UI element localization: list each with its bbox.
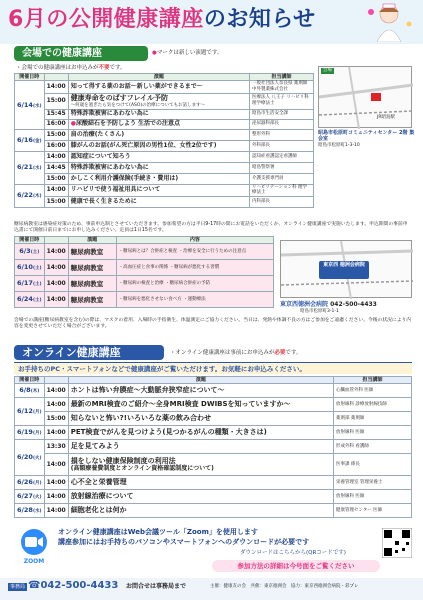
online-schedule-table: 開催日時 演題 担当講師 6/8(木) 14:00 ホントは怖い弁膜症～大動脈弁狭窄症について～ 心臓血管外科 医師 6/12(月) 14:00 最新のMRI検査のご紹介～全身MRI検査 DWIBSを知っていますか～ 放射線科 診療放射線技師 15:00 知らないと怖い?!いろいろな薬の飲み合わせ 薬剤部 薬剤師 6/19(月) 14:00 PET検査でがんを見つけよう(見つかるがんの種類・大きさは) 放射線科 医師 6/20(火) 13:30 足を見てみよう 形成外科 看護師 14:00 損をしない健康保険制度の利用法 (高額療養費制度とオンライン資格確認制度について) 医事課 係長 6/26(月) 14:00 心不全と栄養管理 栄養管理室 管理栄養士 6/27(火) 14:00 放射線治療について 放射線科 医師 6/28(水) 14:00 細胞老化とは何か 健康管理センター 医師 [14,376,412,518]
zoom-download-link[interactable]: ダウンロードはこちらから(QRコードです) [240,550,346,556]
table-row: 15:00 健康寿命をのばすフレイル予防 ～何歳を過ぎたら気をつけて(ASO)の治療についてもお話します～ 医療法人 八王子 リハビリ科 理学療法士 [15,93,314,109]
venue-section-title: 会場での健康講座 [14,46,148,61]
zoom-line2: 講座参加にはお手持ちのパソコンやスマートフォンへのダウンロードが必要です [58,538,310,546]
nurse-illustration [363,2,415,42]
table-row: 6/19(月) 14:00 PET検査でがんを見つけよう(見つかるがんの種類・大きさは) 放射線科 医師 [15,426,412,440]
table-row: 14:00 損をしない健康保険制度の利用法 (高額療養費制度とオンライン資格確認制度について) 医事課 係長 [15,454,412,476]
venue-note: ・会場での健康講座はお申込みが不要です。 [16,65,126,71]
apply-details-button[interactable]: 参加方法の詳細は今号面をご覧ください [212,560,380,572]
footer-tel: ☎042-500-4433 [28,580,119,591]
diabetes-note: 糖尿病教室は感染症対策のため、事前申込制とさせていただきます。参加希望の方は平日9-17時の間にお電話をいただくか、オンライン健康講座で実施いたします。申込期間の事前申込書にて開催日前日までにお申し込みください。定員は1日15名です。 [14,222,408,233]
table-row: 6/3(土) 14:00 糖尿病教室 ・糖尿病とは？合併症と検査 ・治療を安全に行うための注意点 [15,244,274,260]
table-row: 6/24(土) 14:00 糖尿病教室 ・糖尿病を悪化させない食べ方 ・運動療法 [15,292,274,308]
page-title: 6月の公開健康講座のお知らせ [8,7,316,32]
venue-place: 昭島市松原町コミュニティセンター 2階 集会室 [318,130,415,143]
venue-address: 昭島市松原町1-3-10 [318,143,360,148]
online-note: ・オンライン健康講座は事前にお申込みが必要です。 [170,350,302,356]
hospital-map: 東京西 徳洲会病院 [280,240,412,298]
station-label: JR昭島駅 [377,115,395,120]
table-row: 6/14(水) 14:00 知って得する薬のお話～新しい薬ができるまで～ 一般社団法人奈良県 薬剤師 中外製薬株式会社 [15,81,314,93]
table-row: 15:00 かしこく利用介護保険(手続き・費用は) 介護支援専門員 [15,173,314,184]
new-legend: ●マークは新しい演題です。 [152,50,223,56]
table-row: 6/16(金) 15:00 肩の治療(たくさん) 整形外科 [15,129,314,140]
table-row: 6/17(土) 14:00 糖尿病教室 ・糖尿病の検査と治療 ・糖尿病合併症の予防 [15,276,274,292]
table-row: 14:45 特殊詐欺被害にあわない為に 昭島警察署 [15,162,314,173]
table-row: 16:00 膝がんのお話(がん死亡原因の男性1位、女性2位です) 外科部長 [15,140,314,151]
table-row: 15:00 健康で長く生きるために 内科部長 [15,196,314,207]
zoom-logo: ZOOM [14,528,54,566]
table-row: 15:00 知らないと怖い?!いろいろな薬の飲み合わせ 薬剤部 薬剤師 [15,412,412,426]
hospital-address: 昭島市松原町3-1-1 [300,309,339,314]
office-badge: 事務局 [10,584,26,590]
online-banner: お手持ちのPC・スマートフォンなどで健康講座がご覧いただけます。お気軽にお申込みください。 [14,362,412,374]
mask-note: 会場での講座(糖尿病教室を含む)の際は、マスクの着用、入場時の手指衛生、体温測定にご協力ください。当日は、発熱や体調不良の方はご参加をご遠慮ください。今後の状況により内容を変更させていただく場合がございます。 [14,318,412,329]
table-row: 6/26(月) 14:00 心不全と栄養管理 栄養管理室 管理栄養士 [15,476,412,490]
phone-icon: ☎ [28,580,41,591]
footer-contact: お問合せは事務局まで [126,583,187,590]
zoom-camera-icon [14,528,54,556]
table-row: 6/10(土) 14:00 糖尿病教室 ・高血圧症と食事の関係 ・糖尿病が悪化する習慣 [15,260,274,276]
table-row: 15:45 特殊詐欺被害にあわない為に 昭島市生活安全課 [15,109,314,119]
hospital-name: 東京西徳洲会病院 042-500-4433 [280,301,377,308]
table-row: 6/12(月) 14:00 最新のMRI検査のご紹介～全身MRI検査 DWIBSを知っていますか～ 放射線科 診療放射線技師 [15,398,412,412]
qr-code-icon[interactable] [382,528,412,558]
table-row: 6/27(火) 14:00 放射線治療について 放射線科 医師 [15,490,412,504]
table-row: 6/22(木) 14:00 リハビリで使う福祉用具について リハビリテーション科 理学療法士 [15,184,314,196]
table-row: 6/28(水) 14:00 細胞老化とは何か 健康管理センター 医師 [15,504,412,518]
footer-sponsor: 主催：健康友の会 共催：東京徳洲会 協力：東京西徳洲会病院・彩プレ [210,584,359,589]
table-row: 6/21(水) 14:00 認知症について知ろう 認知症看護認定看護師 [15,151,314,162]
table-row: 6/20(火) 13:30 足を見てみよう 形成外科 看護師 [15,440,412,454]
venue-map: 会場 JR昭島駅 [318,66,412,128]
venue-schedule-table: 開催日時 演題 担当講師 6/14(水) 14:00 知って得する薬のお話～新しい薬ができるまで～ 一般社団法人奈良県 薬剤師 中外製薬株式会社 15:00 健康寿命をのばすフレイル予防 ～何歳を過ぎたら気をつけて(ASO)の治療についてもお話します～ 医療法人 八王子 リハビリ科 理学療法士 15:45 特殊詐欺被害にあわない為に 昭島市生活安全課 16:00 ●尿酸結石を予防しよう 生活での注意点 泌尿器科部長 6/16(金) 15:00 肩の治療(たくさん) 整形外科 16:00 膝がんのお話(がん死亡原因の男性1位、女性2位です) 外科部長 6/21(水) 14:00 認知症について知ろう 認知症看護認定看護師 14:45 特殊詐欺被害にあわない為に 昭島警察署 15:00 かしこく利用介護保険(手続き・費用は) 介護支援専門員 6/22(木) 14:00 リハビリで使う福祉用具について リハビリテーション科 理学療法士 15:00 健康で長く生きるために 内科部長 [14,73,314,208]
diabetes-table: 開催日時 演題 内容 6/3(土) 14:00 糖尿病教室 ・糖尿病とは？合併症と検査 ・治療を安全に行うための注意点 6/10(土) 14:00 糖尿病教室 ・高血圧症と食事の関係 ・糖尿病が悪化する習慣 6/17(土) 14:00 糖尿病教室 ・糖尿病の検査と治療 ・糖尿病合併症の予防 6/24(土) 14:00 糖尿病教室 ・糖尿病を悪化させない食べ方 ・運動療法 [14,236,274,308]
online-section-title: オンライン健康講座 [14,345,164,360]
table-row: 6/8(木) 14:00 ホントは怖い弁膜症～大動脈弁狭窄症について～ 心臓血管外科 医師 [15,384,412,398]
zoom-line1: オンライン健康講座はWeb会議ツール「Zoom」を使用します [58,528,258,536]
table-row: 16:00 ●尿酸結石を予防しよう 生活での注意点 泌尿器科部長 [15,119,314,129]
